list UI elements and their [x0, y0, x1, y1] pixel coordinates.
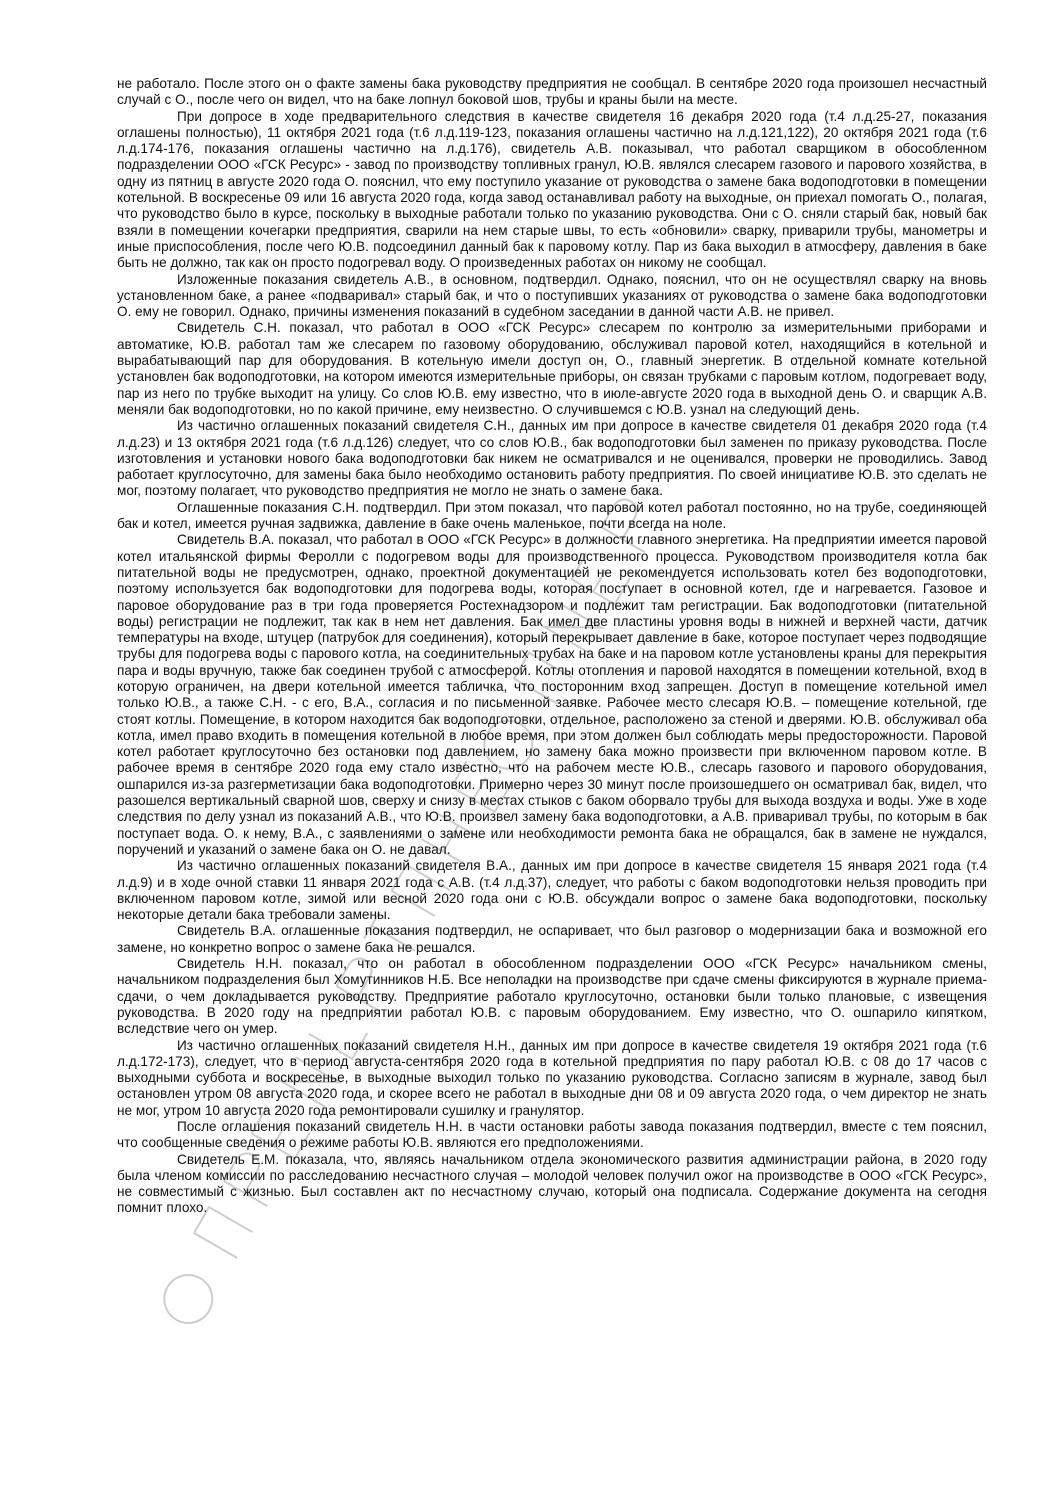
- paragraph: Изложенные показания свидетель А.В., в основном, подтвердил. Однако, пояснил, что он не осуществлял сварку на вновь установленном баке, а ранее «подваривал» старый бак, и что о поступивших указаниях от руководства о замене бака водоподготовки О. ему не говорил. Однако, причины изменения показаний в судебном заседании в данной части А.В. не привел.: [117, 271, 987, 320]
- paragraph: Оглашенные показания С.Н. подтвердил. При этом показал, что паровой котел работал постоянно, но на трубе, соединяющей бак и котел, имеется ручная задвижка, давление в баке очень маленькое, почти всегда на ноле.: [117, 499, 987, 532]
- paragraph: не работало. После этого он о факте замены бака руководству предприятия не сообщал. В сентябре 2020 года произошел несчастный случай с О., после чего он видел, что на баке лопнул боковой шов, трубы и краны были на месте.: [117, 76, 987, 108]
- paragraph: Свидетель Е.М. показала, что, являясь начальником отдела экономического развития администрации района, в 2020 году была членом комиссии по расследованию несчастного случая – молодой человек получил ожог на производстве в ООО «ГСК Ресурс», не совместимый с жизнью. Был составлен акт по несчастному случаю, который она подписала. Содержание документа на сегодня помнит плохо.: [117, 1151, 987, 1216]
- paragraph: После оглашения показаний свидетель Н.Н. в части остановки работы завода показания подтвердил, вместе с тем пояснил, что сообщенные сведения о режиме работы Ю.В. являются его предположениями.: [117, 1119, 987, 1151]
- document-body: [117, 76, 987, 1217]
- paragraph: Свидетель В.А. оглашенные показания подтвердил, не оспаривает, что был разговор о модернизации бака и возможной его замене, но конкретно вопрос о замене бака не решался.: [117, 923, 987, 955]
- paragraph: Из частично оглашенных показаний свидетеля Н.Н., данных им при допросе в качестве свидетеля 19 октября 2021 года (т.6 л.д.172-173), следует, что в период августа-сентября 2020 года в котельной предприятия по пару работал Ю.В. с 08 до 17 часов с выходными суббота и воскресенье, в выходные выходил только по указанию руководства. Согласно записям в журнале, завод был остановлен утром 08 августа 2020 года, и скорее всего не работал в выходные дни 08 и 09 августа 2020 года, о чем директор не знать не мог, утром 10 августа 2020 года ремонтировали сушилку и гранулятор.: [117, 1037, 987, 1118]
- paragraph: Свидетель В.А. показал, что работал в ООО «ГСК Ресурс» в должности главного энергетика. На предприятии имеется паровой котел итальянской фирмы Феролли с подогревом воды для производственного процесса. Руководством производителя котла бак питательной воды не предусмотрен, однако, проектной документацией не рекомендуется использовать котел без водоподготовки, поэтому используется бак водоподготовки для подогрева воды, которая поступает в основной котел, где и нагревается. Газовое и паровое оборудование раз в три года проверяется Ростехнадзором и подлежит там регистрации. Бак водоподготовки (питательной воды) регистрации не подлежит, так как в нем нет давления. Бак имел две пластины уровня воды в нижней и верхней части, датчик температуры на входе, штуцер (патрубок для соединения), который перекрывает давление в баке, которое поступает через подводящие трубы для подогрева воды с парового котла, на соединительных трубах на баке и на паровом котле установлены краны для перекрытия пара и воды вручную, также бак соединен трубой с атмосферой. Котлы отопления и паровой находятся в помещении котельной, вход в которую ограничен, на двери котельной имеется табличка, что посторонним вход запрещен. Доступ в помещение котельной имел только Ю.В., а также С.Н. - с его, В.А., согласия и по письменной заявке. Рабочее место слесаря Ю.В. – помещение котельной, где стоят котлы. Помещение, в котором находится бак водоподготовки, отдельное, расположено за стеной и дверями. Ю.В. обслуживал оба котла, имел право входить в помещения котельной в любое время, при этом должен был соблюдать меры предосторожности. Паровой котел работает круглосуточно без остановки под давлением, но замену бака можно произвести при включенном паровом котле. В рабочее время в сентябре 2020 года ему стало известно, что на рабочем месте Ю.В., слесарь газового и парового оборудования, ошпарился из-за разгерметизации бака водоподготовки. Примерно через 30 минут после произошедшего он осматривал бак, видел, что разошелся вертикальный сварной шов, сверху и снизу в местах стыков с баком оборвало трубы для выхода воздуха и воды. Уже в ходе следствия по делу узнал из показаний А.В., что Ю.В. произвел замену бака водоподготовки, а А.В. приваривал трубы, по которым в бак поступает вода. О. к нему, В.А., с заявлениями о замене или необходимости ремонта бака не обращался, бак в замене не нуждался, поручений и указаний о замене бака он О. не давал.: [117, 532, 987, 857]
- paragraph: Из частично оглашенных показаний свидетеля В.А., данных им при допросе в качестве свидетеля 15 января 2021 года (т.4 л.д.9) и в ходе очной ставки 11 января 2021 года с А.В. (т.4 л.д.37), следует, что работы с баком водоподготовки нельзя проводить при включенном паровом котле, зимой или весной 2020 года они с Ю.В. обсуждали вопрос о замене бака водоподготовки, поскольку некоторые детали бака требовали замены.: [117, 858, 987, 923]
- paragraph: Из частично оглашенных показаний свидетеля С.Н., данных им при допросе в качестве свидетеля 01 декабря 2020 года (т.4 л.д.23) и 13 октября 2021 года (т.6 л.д.126) следует, что со слов Ю.В., бак водоподготовки был заменен по приказу руководства. После изготовления и установки нового бака водоподготовки бак никем не осматривался и не оценивался, проверки не проводились. Завод работает круглосуточно, для замены бака было необходимо остановить работу предприятия. По своей инициативе Ю.В. это сделать не мог, поэтому полагает, что руководство предприятия не могло не знать о замене бака.: [117, 418, 987, 499]
- paragraph: Свидетель С.Н. показал, что работал в ООО «ГСК Ресурс» слесарем по контролю за измерительными приборами и автоматике, Ю.В. работал там же слесарем по газовому оборудованию, обслуживал паровой котел, находящийся в котельной и вырабатывающий пар для оборудования. В котельную имели доступ он, О., главный энергетик. В отдельной комнате котельной установлен бак водоподготовки, на котором имеются измерительные приборы, он связан трубками с паровым котлом, подогревает воду, пар из него по трубке выходит на улицу. Со слов Ю.В. ему известно, что в июле-августе 2020 года в выходной день О. и сварщик А.В. меняли бак водоподготовки, но по какой причине, ему неизвестно. О случившемся с Ю.В. узнал на следующий день.: [117, 320, 987, 417]
- paragraph: При допросе в ходе предварительного следствия в качестве свидетеля 16 декабря 2020 года (т.4 л.д.25-27, показания оглашены полностью), 11 октября 2021 года (т.6 л.д.119-123, показания оглашены частично на л.д.121,122), 20 октября 2021 года (т.6 л.д.174-176, показания оглашены частично на л.д.176), свидетель А.В. показывал, что работал сварщиком в обособленном подразделении ООО «ГСК Ресурс» - завод по производству топливных гранул, Ю.В. являлся слесарем газового и парового хозяйства, в одну из пятниц в августе 2020 года О. пояснил, что ему поступило указание от руководства о замене бака водоподготовки в помещении котельной. В воскресенье 09 или 16 августа 2020 года, когда завод останавливал работу на выходные, он приехал помогать О., полагая, что руководство было в курсе, поскольку в выходные работали только по указанию руководства. Они с О. сняли старый бак, новый бак взяли в помещении кочегарки предприятия, сварили на нем старые швы, то есть «обновили» сварку, приварили трубы, манометры и иные приспособления, после чего Ю.В. подсоединил данный бак к паровому котлу. Пар из бака выходил в атмосферу, давления в баке быть не должно, так как он просто подогревал воду. О произведенных работах он никому не сообщал.: [117, 108, 987, 271]
- paragraph: Свидетель Н.Н. показал, что он работал в обособленном подразделении ООО «ГСК Ресурс» начальником смены, начальником подразделения был Хомутинников Н.Б. Все неполадки на производстве при сдаче смены фиксируются в журнале приема-сдачи, о чем докладывается руководству. Предприятие работало круглосуточно, остановки были только плановые, с извещения руководства. В 2020 году на предприятии работал Ю.В. с паровым оборудованием. Ему известно, что О. ошпарило кипятком, вследствие чего он умер.: [117, 956, 987, 1037]
